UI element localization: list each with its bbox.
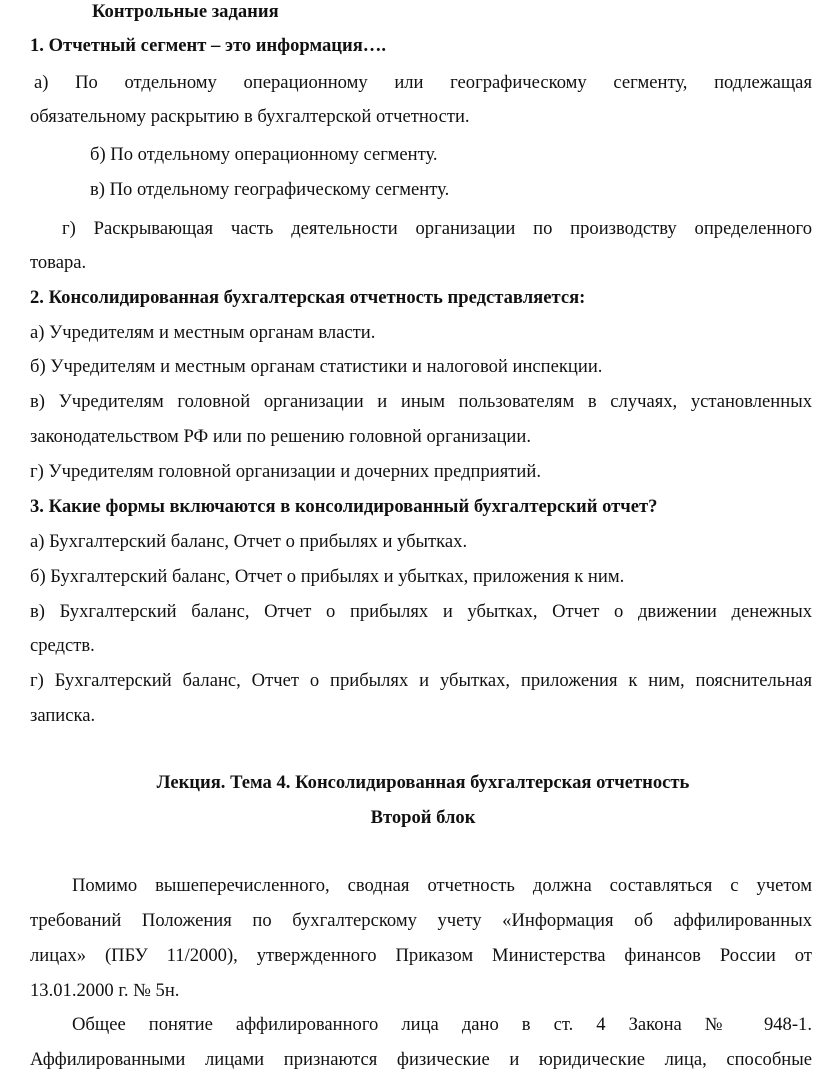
question-1-option-c: в) По отдельному географическому сегменту.	[90, 179, 450, 200]
lecture-paragraph-2-line1: Общее понятие аффилированного лица дано в ст. 4 Закона № 948-1.	[72, 1014, 812, 1035]
question-1-option-d-line1: г) Раскрывающая часть деятельности организации по производству определенного	[62, 218, 812, 239]
question-1-title: 1. Отчетный сегмент – это информация….	[30, 35, 387, 56]
question-3-option-c-line2: средств.	[30, 635, 95, 656]
question-3-option-b: б) Бухгалтерский баланс, Отчет о прибылях и убытках, приложения к ним.	[30, 566, 625, 587]
question-2-option-b: б) Учредителям и местным органам статистики и налоговой инспекции.	[30, 356, 603, 377]
question-2-option-a: а) Учредителям и местным органам власти.	[30, 322, 376, 343]
question-2-option-c-line2: законодательством РФ или по решению головной организации.	[30, 426, 531, 447]
questions-title: Контрольные задания	[92, 1, 279, 22]
question-1-option-a-line2: обязательному раскрытию в бухгалтерской отчетности.	[30, 106, 470, 127]
lecture-paragraph-2-line2: Аффилированными лицами признаются физические и юридические лица, способные	[30, 1049, 812, 1070]
lecture-paragraph-1-line1: Помимо вышеперечисленного, сводная отчетность должна составляться с учетом	[72, 875, 812, 896]
lecture-paragraph-1-line2: требований Положения по бухгалтерскому учету «Информация об аффилированных	[30, 910, 812, 931]
question-3-option-a: а) Бухгалтерский баланс, Отчет о прибылях и убытках.	[30, 531, 468, 552]
question-3-title: 3. Какие формы включаются в консолидированный бухгалтерский отчет?	[30, 496, 658, 517]
lecture-subtitle: Второй блок	[370, 807, 476, 828]
question-1-option-a-line1: а) По отдельному операционному или географическому сегменту, подлежащая	[34, 72, 812, 93]
lecture-paragraph-1-line4: 13.01.2000 г. № 5н.	[30, 980, 180, 1001]
lecture-title: Лекция. Тема 4. Консолидированная бухгалтерская отчетность	[156, 772, 690, 793]
question-1-option-d-line2: товара.	[30, 252, 87, 273]
lecture-paragraph-1-line3: лицах» (ПБУ 11/2000), утвержденного Приказом Министерства финансов России от	[30, 945, 812, 966]
question-2-title: 2. Консолидированная бухгалтерская отчетность представляется:	[30, 287, 586, 308]
question-2-option-d: г) Учредителям головной организации и дочерних предприятий.	[30, 461, 541, 482]
question-3-option-d-line1: г) Бухгалтерский баланс, Отчет о прибылях и убытках, приложения к ним, пояснительная	[30, 670, 812, 691]
question-3-option-c-line1: в) Бухгалтерский баланс, Отчет о прибылях и убытках, Отчет о движении денежных	[30, 601, 812, 622]
question-1-option-b: б) По отдельному операционному сегменту.	[90, 144, 438, 165]
question-2-option-c-line1: в) Учредителям головной организации и иным пользователям в случаях, установленных	[30, 391, 812, 412]
question-3-option-d-line2: записка.	[30, 705, 96, 726]
